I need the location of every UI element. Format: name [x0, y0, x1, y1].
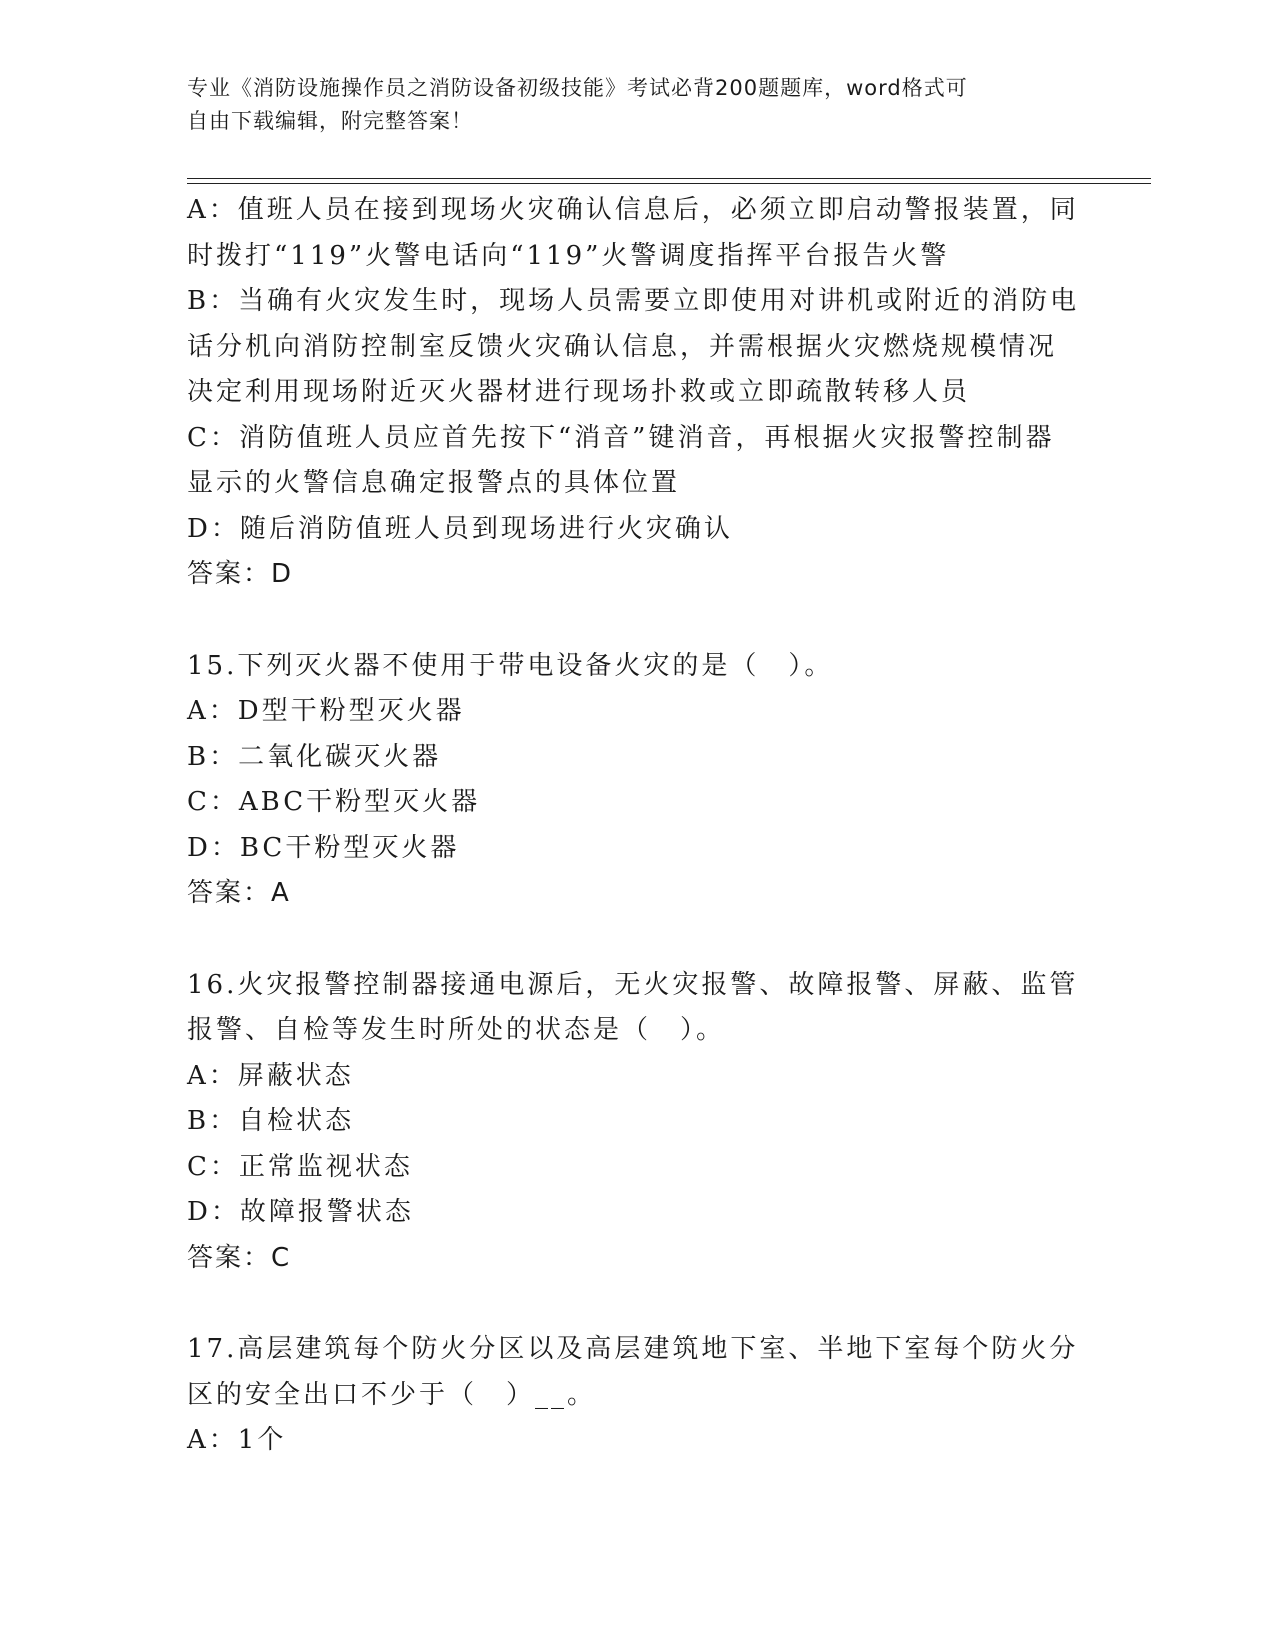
- q14-option-a-line1: A：值班人员在接到现场火灾确认信息后，必须立即启动警报装置，同: [187, 195, 1079, 225]
- q17-question-line2: 区的安全出口不少于（ ）__。: [187, 1379, 597, 1410]
- spacer: [187, 1281, 1087, 1327]
- question-15: [187, 644, 1087, 917]
- header-divider-bottom: [187, 183, 1151, 184]
- q15-answer: 答案：A: [187, 878, 291, 908]
- document-header: [187, 72, 1067, 138]
- header-line-1: 专业《消防设施操作员之消防设备初级技能》考试必背200题题库，word格式可: [187, 76, 968, 100]
- q16-option-b: B：自检状态: [187, 1106, 355, 1136]
- q15-question: 15.下列灭火器不使用于带电设备火灾的是（ ）。: [187, 650, 834, 681]
- q15-option-c: C：ABC干粉型灭火器: [187, 787, 481, 817]
- document-body: [187, 188, 1087, 1464]
- q15-option-a: A：D型干粉型灭火器: [187, 696, 465, 726]
- header-divider-top: [187, 178, 1151, 179]
- q16-question-line1: 16.火灾报警控制器接通电源后，无火灾报警、故障报警、屏蔽、监管: [187, 969, 1079, 1000]
- question-16: [187, 963, 1087, 1282]
- q14-option-d: D：随后消防值班人员到现场进行火灾确认: [187, 513, 733, 544]
- spacer: [187, 598, 1087, 644]
- q14-option-b-line1: B：当确有火灾发生时，现场人员需要立即使用对讲机或附近的消防电: [187, 286, 1080, 316]
- q17-question-line1: 17.高层建筑每个防火分区以及高层建筑地下室、半地下室每个防火分: [187, 1334, 1079, 1364]
- q14-option-c-line1: C：消防值班人员应首先按下“消音”键消音，再根据火灾报警控制器: [187, 422, 1055, 453]
- question-17: [187, 1327, 1087, 1464]
- q14-option-a-line2: 时拨打“119”火警电话向“119”火警调度指挥平台报告火警: [187, 240, 950, 271]
- q16-question-line2: 报警、自检等发生时所处的状态是（ ）。: [187, 1015, 726, 1045]
- q16-option-d: D：故障报警状态: [187, 1197, 414, 1227]
- q14-option-b-line3: 决定利用现场附近灭火器材进行现场扑救或立即疏散转移人员: [187, 377, 971, 407]
- q14-option-c-line2: 显示的火警信息确定报警点的具体位置: [187, 468, 681, 498]
- question-14: [187, 188, 1087, 598]
- q14-option-b-line2: 话分机向消防控制室反馈火灾确认信息，并需根据火灾燃烧规模情况: [187, 331, 1058, 362]
- q16-option-a: A：屏蔽状态: [187, 1060, 354, 1091]
- q14-answer: 答案：D: [187, 559, 294, 589]
- header-line-2: 自由下载编辑，附完整答案！: [187, 109, 473, 133]
- spacer: [187, 917, 1087, 963]
- q15-option-b: B：二氧化碳灭火器: [187, 741, 442, 772]
- q16-option-c: C：正常监视状态: [187, 1151, 413, 1182]
- q15-option-d: D：BC干粉型灭火器: [187, 832, 460, 863]
- q17-option-a: A：1个: [187, 1425, 287, 1455]
- q16-answer: 答案：C: [187, 1242, 292, 1273]
